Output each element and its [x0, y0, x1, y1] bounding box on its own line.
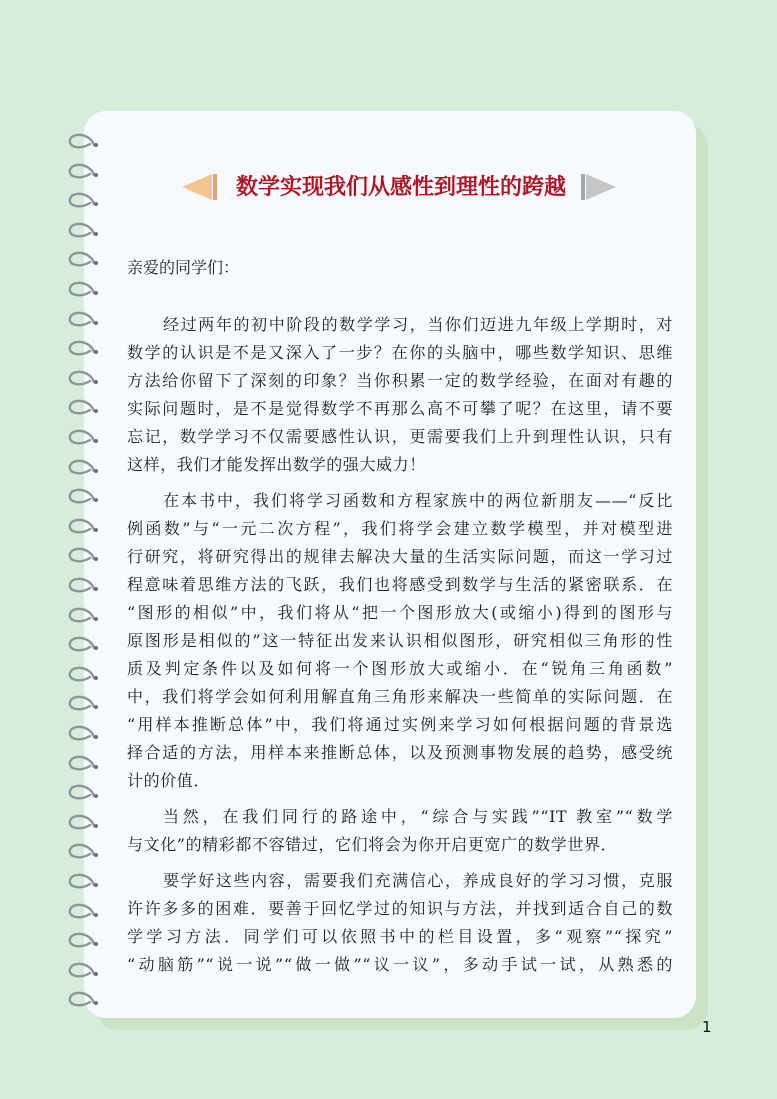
text-line: 原图形是相似的”这一特征出发来认识相似图形，研究相似三角形的性 — [127, 631, 673, 650]
spiral-ring-icon — [66, 722, 104, 744]
text-line: 在本书中，我们将学习函数和方程家族中的两位新朋友——“反比 — [163, 491, 673, 510]
spiral-ring-icon — [66, 337, 104, 359]
arrow-right-icon — [578, 172, 618, 202]
spiral-ring-icon — [66, 189, 104, 211]
spiral-ring-icon — [66, 278, 104, 300]
text-line: 方法给你留下了深刻的印象？当你积累一定的数学经验，在面对有趣的 — [127, 371, 673, 390]
text-line: 中，我们将学会如何利用解直角三角形来解决一些简单的实际问题．在 — [127, 687, 673, 706]
text-line: 质及判定条件以及如何将一个图形放大或缩小．在“锐角三角函数” — [127, 659, 673, 678]
text-line: 忘记，数学学习不仅需要感性认识，更需要我们上升到理性认识，只有 — [127, 427, 673, 446]
spiral-ring-icon — [66, 456, 104, 478]
spiral-ring-icon — [66, 811, 104, 833]
text-line: 这样，我们才能发挥出数学的强大威力！ — [127, 455, 426, 474]
text-line: 行研究，将研究得出的规律去解决大量的生活实际问题，而这一学习过 — [127, 547, 673, 566]
spiral-ring-icon — [66, 367, 104, 389]
text-line: 经过两年的初中阶段的数学学习，当你们迈进九年级上学期时，对 — [163, 315, 673, 334]
text-line: 数学的认识是不是又深入了一步？在你的头脑中，哪些数学知识、思维 — [127, 343, 673, 362]
text-line: 要学好这些内容，需要我们充满信心，养成良好的学习习惯，克服 — [163, 871, 673, 890]
spiral-ring-icon — [66, 781, 104, 803]
spiral-ring-icon — [66, 308, 104, 330]
spiral-ring-icon — [66, 574, 104, 596]
greeting: 亲爱的同学们： — [127, 258, 240, 277]
text-line: 实际问题时，是不是觉得数学不再那么高不可攀了呢？在这里，请不要 — [127, 399, 673, 418]
spiral-binding — [66, 130, 110, 1000]
spiral-ring-icon — [66, 959, 104, 981]
spiral-ring-icon — [66, 515, 104, 537]
spiral-ring-icon — [66, 752, 104, 774]
spiral-ring-icon — [66, 604, 104, 626]
text-line: “动脑筋”“说一说”“做一做”“议一议”，多动手试一试，从熟悉的 — [127, 955, 673, 974]
spiral-ring-icon — [66, 544, 104, 566]
spiral-ring-icon — [66, 219, 104, 241]
spiral-ring-icon — [66, 692, 104, 714]
spiral-ring-icon — [66, 485, 104, 507]
arrow-left-icon — [180, 172, 220, 202]
spiral-ring-icon — [66, 160, 104, 182]
text-line: 当然，在我们同行的路途中，“综合与实践”“IT 教室”“数学 — [163, 807, 673, 826]
spiral-ring-icon — [66, 900, 104, 922]
text-line: 例函数”与“一元二次方程”，我们将学会建立数学模型，并对模型进 — [127, 519, 673, 538]
text-line: 与文化”的精彩都不容错过，它们将会为你开启更宽广的数学世界． — [127, 835, 618, 854]
text-line: 计的价值． — [127, 771, 211, 790]
text-line: “图形的相似”中，我们将从“把一个图形放大(或缩小)得到的图形与 — [127, 603, 673, 622]
spiral-ring-icon — [66, 426, 104, 448]
page-title: 数学实现我们从感性到理性的跨越 — [235, 174, 566, 200]
text-line: 学学习方法．同学们可以依照书中的栏目设置，多“观察”“探究” — [127, 927, 673, 946]
title-banner — [180, 170, 620, 204]
text-line: 程意味着思维方法的飞跃，我们也将感受到数学与生活的紧密联系．在 — [127, 575, 673, 594]
spiral-ring-icon — [66, 396, 104, 418]
spiral-ring-icon — [66, 870, 104, 892]
spiral-ring-icon — [66, 633, 104, 655]
text-line: 许许多多的困难．要善于回忆学过的知识与方法，并找到适合自己的数 — [127, 899, 673, 918]
text-line: 择合适的方法，用样本来推断总体，以及预测事物发展的趋势，感受统 — [127, 743, 673, 762]
spiral-ring-icon — [66, 663, 104, 685]
spiral-ring-icon — [66, 248, 104, 270]
text-line: “用样本推断总体”中，我们将通过实例来学习如何根据问题的背景选 — [127, 715, 673, 734]
spiral-ring-icon — [66, 929, 104, 951]
page-number: 1 — [702, 1018, 712, 1036]
spiral-ring-icon — [66, 988, 104, 1010]
spiral-ring-icon — [66, 130, 104, 152]
spiral-ring-icon — [66, 840, 104, 862]
